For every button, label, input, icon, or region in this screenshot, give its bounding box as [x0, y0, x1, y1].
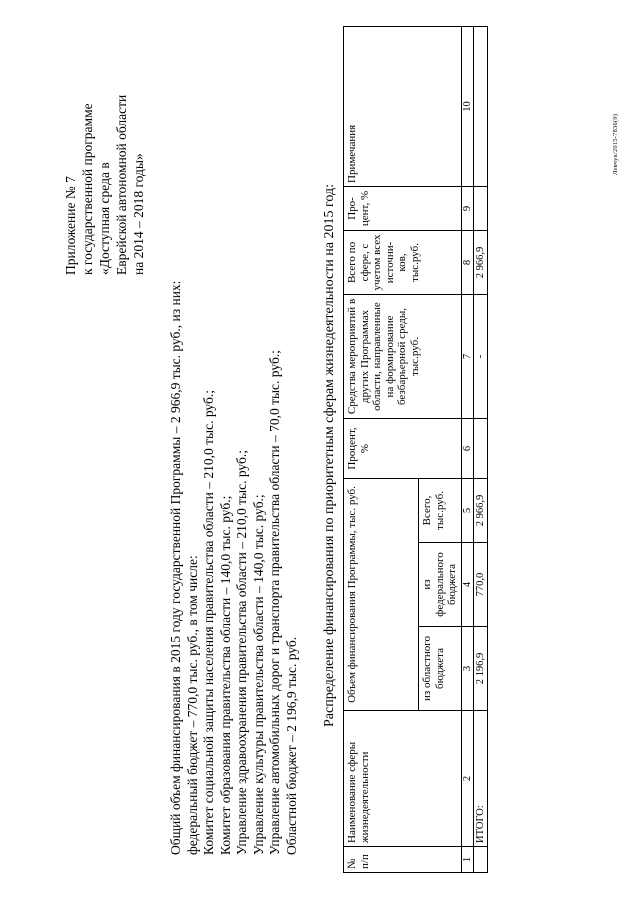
header-percent: Процент, %	[344, 418, 462, 478]
total-other-programs: -	[473, 294, 487, 418]
column-number-row	[461, 26, 473, 872]
column-number: 10	[461, 26, 473, 186]
summary-line: Областной бюджет – 2 196,9 тыс. руб.	[283, 636, 299, 855]
header-number: № п/п	[344, 847, 462, 873]
column-number: 1	[461, 847, 473, 873]
header-percent-2: Про-цент, %	[344, 186, 462, 230]
column-number: 2	[461, 711, 473, 847]
total-row	[473, 26, 487, 872]
column-number: 8	[461, 230, 473, 294]
column-number: 3	[461, 627, 473, 711]
summary-line: Управление культуры правительства области – 140,0 тыс. руб.;	[250, 494, 266, 855]
column-number: 6	[461, 418, 473, 478]
summary-line: Общий объем финансирования в 2015 году государственной Программы – 2 966,9 тыс. руб., из них:	[168, 280, 183, 855]
total-federal: 770,0	[473, 543, 487, 627]
total-notes	[473, 26, 487, 186]
summary-line: Управление здравоохранения правительства области – 210,0 тыс. руб.;	[234, 450, 249, 855]
summary-line: Комитет образования правительства области – 140,0 тыс. руб.;	[217, 495, 233, 855]
header-program-volume: Объем финансирования Программы, тыс. руб.	[344, 478, 419, 710]
total-sum: 2 966,9	[473, 478, 487, 542]
document-code: Левчук/2015-7836(9)	[612, 113, 619, 175]
header-other-programs: Средства мероприятий в других Программах области, направленные на формирование безбарьерной среды, тыс.руб.	[344, 294, 462, 418]
table-header-row	[344, 26, 419, 872]
summary-line: федеральный бюджет – 770,0 тыс. руб., в том числе:	[184, 555, 200, 855]
column-number: 5	[461, 478, 473, 542]
funding-summary	[168, 281, 300, 855]
total-all-sources: 2 966,9	[473, 230, 487, 294]
column-number: 4	[461, 543, 473, 627]
header-notes: Примечания	[344, 26, 462, 186]
header-line: Приложение № 7	[63, 176, 78, 275]
header-total-all-sources: Всего по сфере, с учетом всех источни-ков, тыс.руб.	[344, 230, 462, 294]
header-sphere-name: Наименование сферы жизнедеятельности	[344, 711, 462, 847]
appendix-header	[62, 95, 147, 275]
header-line: «Доступная среда в	[97, 162, 112, 275]
total-regional: 2 196,9	[473, 627, 487, 711]
column-number: 7	[461, 294, 473, 418]
summary-line: Комитет социальной защиты населения правительства области – 210,0 тыс. руб.;	[201, 390, 216, 855]
summary-line: Управление автомобильных дорог и транспорта правительства области – 70,0 тыс. руб.;	[267, 350, 282, 855]
header-line: к государственной программе	[80, 103, 95, 275]
funding-distribution-table	[343, 26, 488, 873]
total-label: ИТОГО:	[473, 711, 487, 847]
header-regional-budget: из областного бюджета	[419, 627, 462, 711]
header-total: Всего, тыс.руб.	[419, 478, 462, 542]
table-title: Распределение финансирования по приоритетным сферам жизнедеятельности на 2015 год:	[322, 184, 337, 727]
total-percent	[473, 418, 487, 478]
header-federal-budget: из федерального бюджета	[419, 543, 462, 627]
header-line: Еврейской автономной области	[114, 94, 129, 275]
header-line: на 2014 – 2018 годы»	[131, 153, 146, 275]
total-percent-2	[473, 186, 487, 230]
total-number-cell	[473, 847, 487, 873]
column-number: 9	[461, 186, 473, 230]
